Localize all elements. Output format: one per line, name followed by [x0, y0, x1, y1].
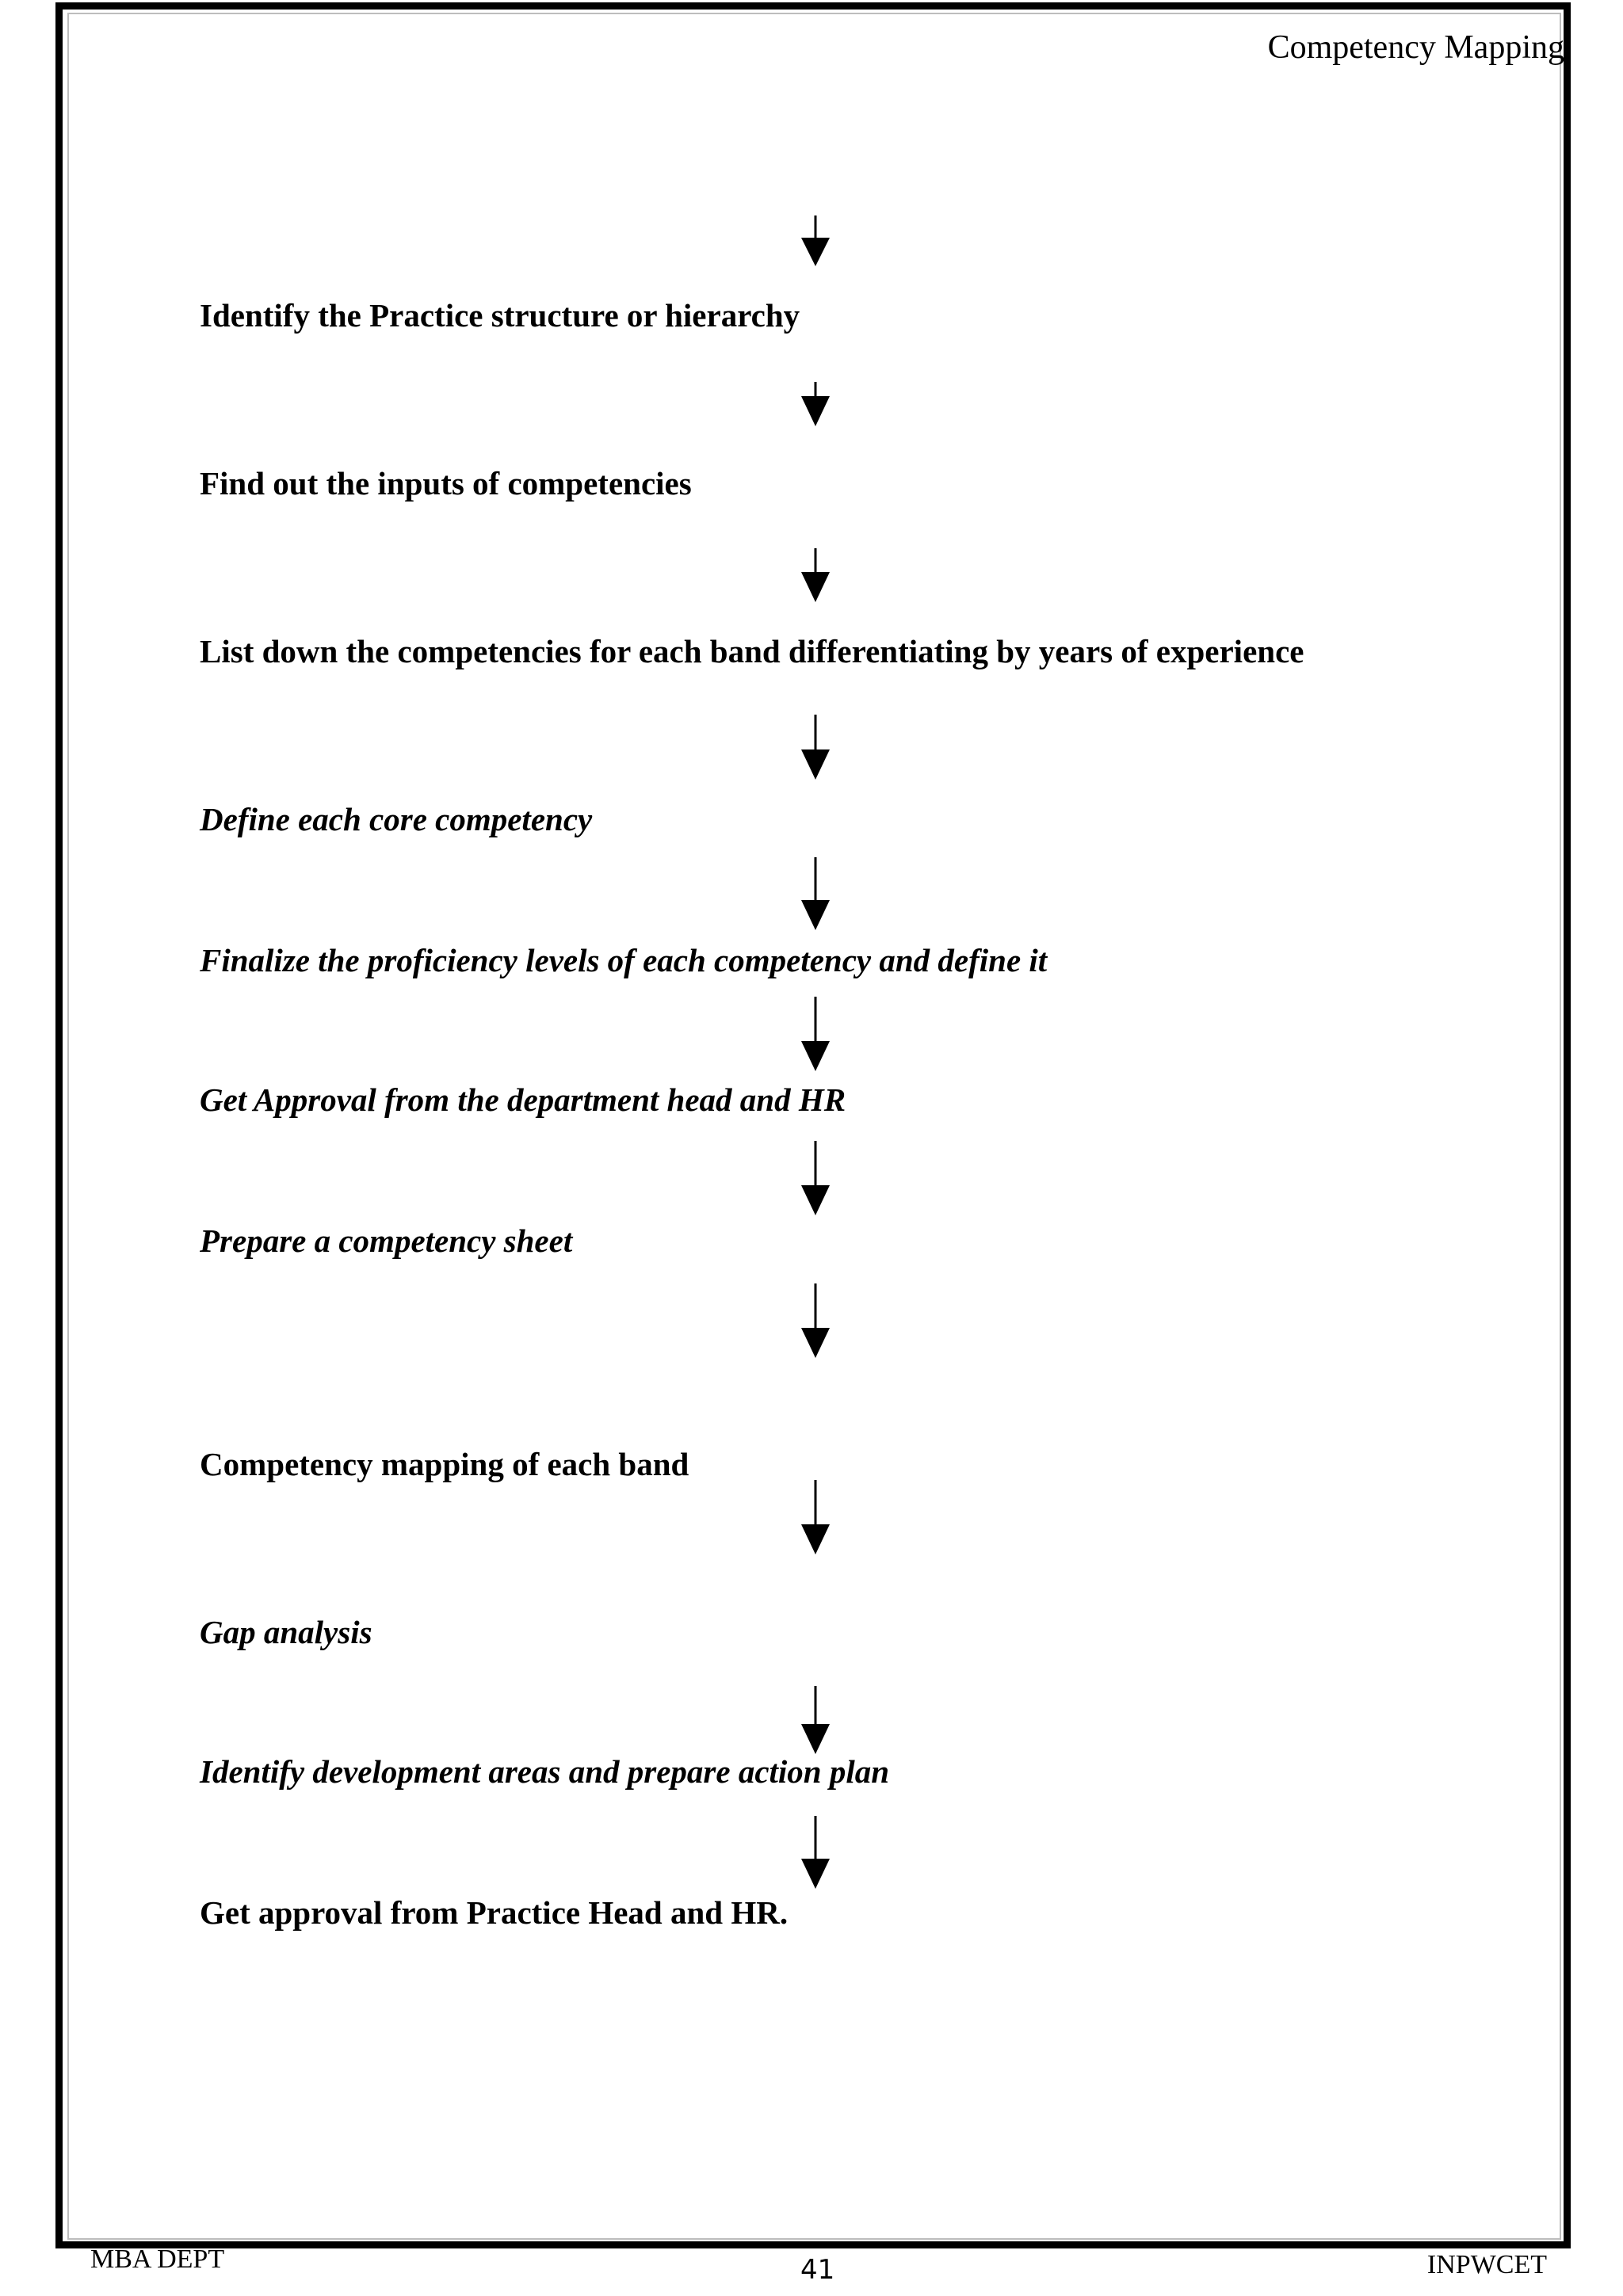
down-arrow-icon: [800, 997, 831, 1071]
flow-step: List down the competencies for each band differentiating by years of experience: [200, 633, 1304, 669]
down-arrow-icon: [800, 857, 831, 930]
footer-institution: INPWCET: [1426, 2250, 1547, 2279]
flow-step: Find out the inputs of competencies: [200, 465, 692, 502]
flow-step: Competency mapping of each band: [200, 1446, 689, 1482]
flow-step: Define each core competency: [200, 801, 593, 837]
flow-step: Prepare a competency sheet: [200, 1222, 573, 1259]
down-arrow-icon: [800, 715, 831, 780]
running-header-title: Competency Mapping: [1267, 29, 1564, 66]
flow-step: Gap analysis: [200, 1614, 372, 1650]
down-arrow-icon: [800, 1686, 831, 1754]
flow-step: Get Approval from the department head and HR: [200, 1081, 846, 1118]
flow-step: Get approval from Practice Head and HR.: [200, 1894, 789, 1931]
flow-step: Identify the Practice structure or hierarchy: [200, 297, 800, 334]
down-arrow-icon: [800, 382, 831, 426]
down-arrow-icon: [800, 215, 831, 266]
flow-step: Identify development areas and prepare action plan: [200, 1753, 890, 1790]
down-arrow-icon: [800, 1283, 831, 1358]
footer-department: MBA DEPT: [90, 2245, 225, 2274]
page-number: 41: [800, 2254, 835, 2286]
down-arrow-icon: [800, 1816, 831, 1889]
down-arrow-icon: [800, 1480, 831, 1554]
flow-step: Finalize the proficiency levels of each competency and define it: [200, 942, 1048, 978]
down-arrow-icon: [800, 548, 831, 602]
down-arrow-icon: [800, 1141, 831, 1215]
